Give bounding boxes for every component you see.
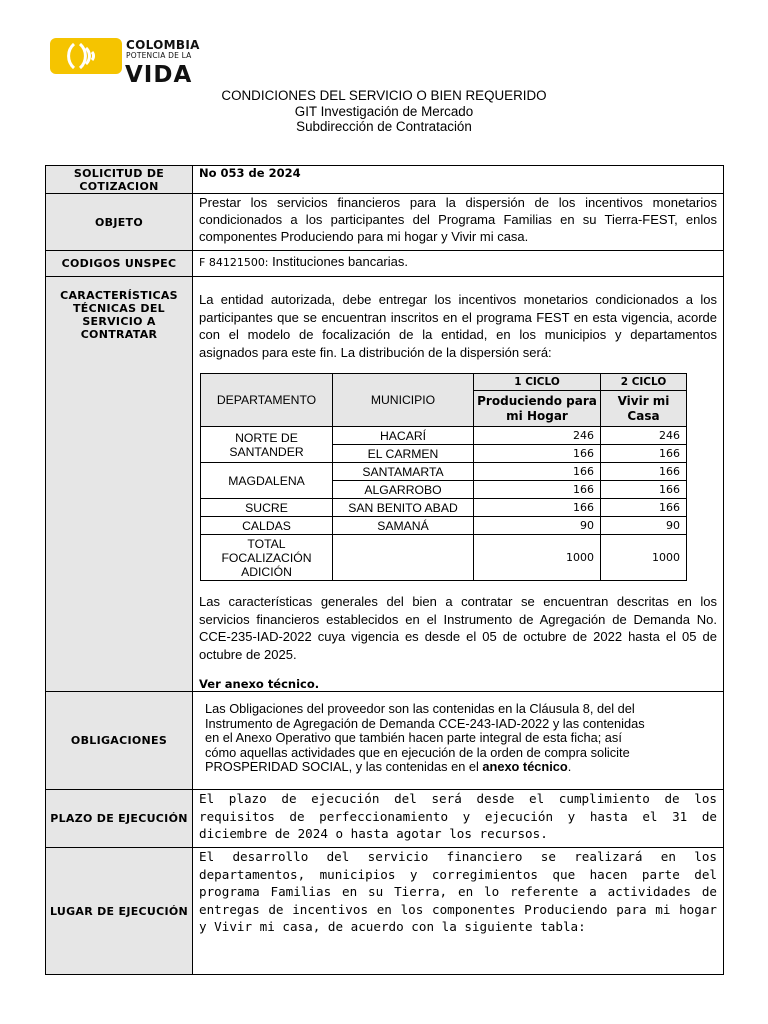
logo-text-line1: COLOMBIA: [126, 38, 200, 52]
value-lugar: El desarrollo del servicio financiero se realizará en los departamentos, municipios y corregimientos que hacen parte del programa Familias en su Tierra, en lo referente a actividades de entregas de incentivos en los componentes Produciendo para mi hogar y Vivir mi casa, de acuerdo con la siguiente tabla:: [193, 848, 724, 975]
row-lugar: [46, 848, 724, 975]
label-plazo: PLAZO DE EJECUCIÓN: [46, 790, 193, 848]
dist-ciclo1-value: 166: [474, 445, 601, 463]
dist-header-row-1: [201, 374, 687, 391]
label-obligaciones: OBLIGACIONES: [46, 692, 193, 790]
row-codigos: [46, 251, 724, 277]
dist-header-produciendo: Produciendo para mi Hogar: [474, 391, 601, 427]
label-codigos: CODIGOS UNSPEC: [46, 251, 193, 277]
caracteristicas-paragraph: Las características generales del bien a contratar se encuentran descritas en los servicios financieros establecidos en el Instrumento de Agregación de Demanda No. CCE-235-IAD-2022 cuya vigencia es desde el 05 de octubre de 2022 hasta el 05 de octubre de 2025.: [199, 594, 717, 662]
document-header: [0, 88, 768, 135]
dist-ciclo1-value: 166: [474, 463, 601, 481]
dist-departamento: SUCRE: [201, 499, 333, 517]
dist-municipio: EL CARMEN: [333, 445, 474, 463]
unspsc-description: Instituciones bancarias.: [268, 254, 408, 269]
value-caracteristicas: [193, 277, 724, 692]
obligaciones-anexo-tecnico: anexo técnico: [482, 759, 568, 774]
dist-row: [201, 499, 687, 517]
dist-municipio: HACARÍ: [333, 427, 474, 445]
obligaciones-line: en el Anexo Operativo que también hacen parte integral de esta ficha; así: [205, 730, 622, 745]
row-caracteristicas: [46, 277, 724, 692]
dist-ciclo1-value: 166: [474, 481, 601, 499]
obligaciones-line: [205, 760, 717, 775]
dist-row: [201, 427, 687, 445]
label-caracteristicas: CARACTERÍSTICAS TÉCNICAS DEL SERVICIO A CONTRATAR: [46, 277, 193, 692]
value-codigos: [193, 251, 724, 277]
dist-ciclo2-value: 166: [601, 463, 687, 481]
obligaciones-period: .: [567, 759, 572, 774]
dist-municipio: SANTAMARTA: [333, 463, 474, 481]
anexo-tecnico-link[interactable]: Ver anexo técnico.: [199, 677, 320, 691]
dist-total-ciclo2: 1000: [601, 535, 687, 581]
document-title: CONDICIONES DEL SERVICIO O BIEN REQUERIDO: [221, 88, 547, 103]
value-solicitud: No 053 de 2024: [193, 166, 724, 194]
dist-municipio: ALGARROBO: [333, 481, 474, 499]
colombia-potencia-logo: [50, 36, 230, 88]
dist-row: [201, 517, 687, 535]
label-objeto: OBJETO: [46, 194, 193, 251]
dist-total-municipio-empty: [333, 535, 474, 581]
logo-text-line3: VIDA: [125, 62, 193, 88]
dist-municipio: SAMANÁ: [333, 517, 474, 535]
dist-header-ciclo-1: 1 CICLO: [474, 374, 601, 391]
dist-ciclo2-value: 246: [601, 427, 687, 445]
dist-ciclo1-value: 246: [474, 427, 601, 445]
dist-header-vivir: Vivir mi Casa: [601, 391, 687, 427]
value-objeto: Prestar los servicios financieros para la dispersión de los incentivos monetarios condicionados a los participantes del Programa Familias en su Tierra-FEST, enlos componentes Produciendo para mi hogar y Vivir mi casa.: [193, 194, 724, 251]
dist-header-municipio: MUNICIPIO: [333, 374, 474, 427]
value-plazo: El plazo de ejecución del será desde el cumplimiento de los requisitos de perfeccionamiento y ejecución y hasta el 31 de diciembre de 2024 o hasta agotar los recursos.: [193, 790, 724, 848]
dist-total-label: TOTAL FOCALIZACIÓN ADICIÓN: [201, 535, 333, 581]
dist-ciclo2-value: 166: [601, 481, 687, 499]
value-obligaciones: [193, 692, 724, 790]
dist-departamento: MAGDALENA: [201, 463, 333, 499]
document-subtitle-2: Subdirección de Contratación: [296, 119, 472, 134]
distribution-table: [200, 373, 687, 581]
row-solicitud: [46, 166, 724, 194]
dist-header-ciclo-2: 2 CICLO: [601, 374, 687, 391]
obligaciones-line: cómo aquellas actividades que en ejecución de la orden de compra solicite: [205, 744, 630, 760]
dist-ciclo2-value: 166: [601, 499, 687, 517]
dist-header-departamento: DEPARTAMENTO: [201, 374, 333, 427]
dist-municipio: SAN BENITO ABAD: [333, 499, 474, 517]
row-plazo: [46, 790, 724, 848]
label-solicitud: SOLICITUD DE COTIZACION: [46, 166, 193, 194]
dist-total-ciclo1: 1000: [474, 535, 601, 581]
obligaciones-line: Las Obligaciones del proveedor son las contenidas en la Cláusula 8, del del: [205, 701, 635, 716]
row-obligaciones: [46, 692, 724, 790]
logo-emblem-icon: [50, 36, 124, 76]
dist-departamento: NORTE DE SANTANDER: [201, 427, 333, 463]
dist-row: [201, 463, 687, 481]
obligaciones-line: Instrumento de Agregación de Demanda CCE-243-IAD-2022 y las contenidas: [205, 715, 645, 731]
dist-departamento: CALDAS: [201, 517, 333, 535]
dist-ciclo2-value: 166: [601, 445, 687, 463]
conditions-table: [45, 165, 724, 975]
row-objeto: [46, 194, 724, 251]
dist-ciclo2-value: 90: [601, 517, 687, 535]
logo-text-line2: POTENCIA DE LA: [126, 51, 192, 60]
dist-total-row: [201, 535, 687, 581]
caracteristicas-intro: La entidad autorizada, debe entregar los incentivos monetarios condicionados a los participantes que se encuentran inscritos en el programa FEST en esta vigencia, acorde con el modelo de focalización de la entidad, en los municipios y departamentos asignados para este fin. La distribución de la dispersión será:: [199, 292, 717, 360]
dist-ciclo1-value: 166: [474, 499, 601, 517]
document-subtitle-1: GIT Investigación de Mercado: [294, 103, 474, 119]
label-lugar: LUGAR DE EJECUCIÓN: [46, 848, 193, 975]
unspsc-code: F 84121500:: [199, 256, 269, 269]
obligaciones-text: PROSPERIDAD SOCIAL, y las contenidas en el: [205, 759, 483, 774]
dist-ciclo1-value: 90: [474, 517, 601, 535]
